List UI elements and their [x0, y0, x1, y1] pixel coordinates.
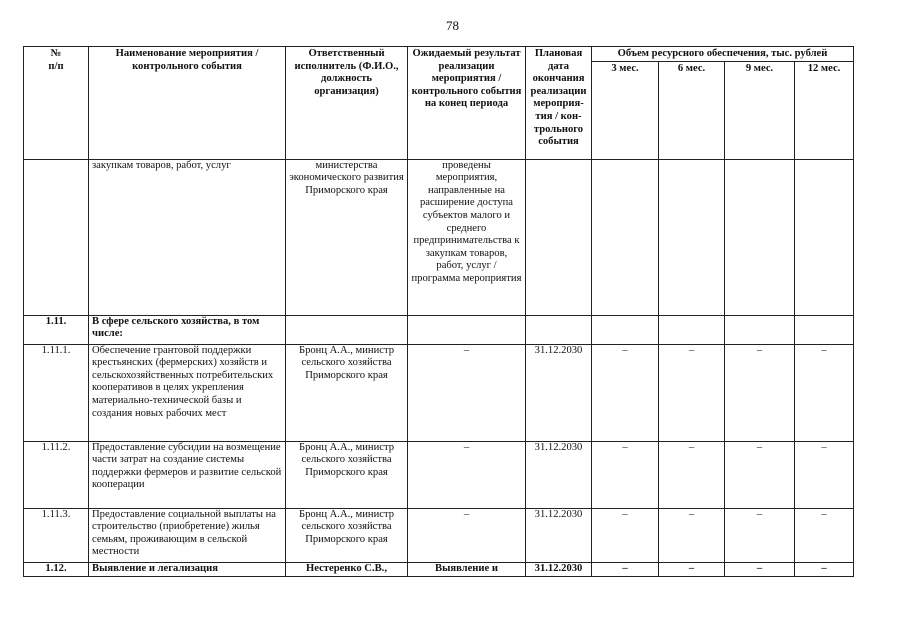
- row-date: [526, 159, 592, 315]
- header-12-months: 12 мес.: [795, 61, 854, 159]
- row-result: –: [408, 508, 526, 562]
- row-result: –: [408, 441, 526, 508]
- row-date: 31.12.2030: [526, 508, 592, 562]
- header-9-months: 9 мес.: [725, 61, 795, 159]
- row-num: 1.11.2.: [24, 441, 89, 508]
- row-m6: –: [659, 344, 725, 441]
- row-result: –: [408, 344, 526, 441]
- row-name: закупкам товаров, работ, услуг: [89, 159, 286, 315]
- row-m12: –: [795, 441, 854, 508]
- row-m3: –: [592, 508, 659, 562]
- row-m6: [659, 159, 725, 315]
- row-m9: [725, 315, 795, 344]
- row-responsible: Бронц А.А., министр сельского хозяйства Приморского края: [286, 344, 408, 441]
- header-date: Плановая дата окончания реализации мероприя-тия / кон-трольного события: [526, 47, 592, 160]
- header-3-months: 3 мес.: [592, 61, 659, 159]
- row-responsible: Нестеренко С.В.,: [286, 562, 408, 576]
- header-name: Наименование мероприятия / контрольного события: [89, 47, 286, 160]
- row-m6: [659, 315, 725, 344]
- row-m3: [592, 159, 659, 315]
- row-num: 1.11.3.: [24, 508, 89, 562]
- row-m9: –: [725, 441, 795, 508]
- row-m9: –: [725, 562, 795, 576]
- row-m9: –: [725, 344, 795, 441]
- row-m3: [592, 315, 659, 344]
- header-resources: Объем ресурсного обеспечения, тыс. рублей: [592, 47, 854, 62]
- row-num: 1.11.1.: [24, 344, 89, 441]
- header-num: № п/п: [24, 47, 89, 160]
- table-row: [24, 508, 854, 562]
- row-responsible: Бронц А.А., министр сельского хозяйства Приморского края: [286, 441, 408, 508]
- row-m9: [725, 159, 795, 315]
- row-name: Предоставление социальной выплаты на строительство (приобретение) жилья семьям, проживающим в сельской местности: [89, 508, 286, 562]
- row-m9: –: [725, 508, 795, 562]
- row-date: [526, 315, 592, 344]
- row-responsible: министерства экономического развития Приморского края: [286, 159, 408, 315]
- row-name: Выявление и легализация: [89, 562, 286, 576]
- row-num: 1.12.: [24, 562, 89, 576]
- row-m6: –: [659, 562, 725, 576]
- row-m3: –: [592, 344, 659, 441]
- row-m12: [795, 159, 854, 315]
- row-m12: –: [795, 344, 854, 441]
- header-result: Ожидаемый результат реализации мероприятия / контрольного события на конец периода: [408, 47, 526, 160]
- row-m3: –: [592, 562, 659, 576]
- row-m12: –: [795, 562, 854, 576]
- table-row: [24, 315, 854, 344]
- row-name: В сфере сельского хозяйства, в том числе:: [89, 315, 286, 344]
- row-m12: [795, 315, 854, 344]
- row-m12: –: [795, 508, 854, 562]
- table-row: [24, 441, 854, 508]
- table-row: [24, 159, 854, 315]
- row-date: 31.12.2030: [526, 441, 592, 508]
- row-name: Предоставление субсидии на возмещение части затрат на создание системы поддержки фермеров и развитие сельской кооперации: [89, 441, 286, 508]
- table-row: [24, 344, 854, 441]
- row-m6: –: [659, 441, 725, 508]
- row-m6: –: [659, 508, 725, 562]
- row-result: проведены мероприятия, направленные на расширение доступа субъектов малого и среднего предпринимательства к закупкам товаров, работ, услуг / программа мероприятия: [408, 159, 526, 315]
- row-responsible: Бронц А.А., министр сельского хозяйства Приморского края: [286, 508, 408, 562]
- row-responsible: [286, 315, 408, 344]
- row-num: [24, 159, 89, 315]
- header-row: [24, 47, 854, 62]
- row-date: 31.12.2030: [526, 344, 592, 441]
- row-m3: –: [592, 441, 659, 508]
- header-responsible: Ответственный исполнитель (Ф.И.О., должность организация): [286, 47, 408, 160]
- page-number: 78: [446, 18, 459, 33]
- row-result: [408, 315, 526, 344]
- row-date: 31.12.2030: [526, 562, 592, 576]
- row-name: Обеспечение грантовой поддержки крестьянских (фермерских) хозяйств и сельскохозяйственных потребительских кооперативов в целях укрепления материально-технической базы и создания новых рабочих мест: [89, 344, 286, 441]
- table-row: [24, 562, 854, 576]
- row-result: Выявление и: [408, 562, 526, 576]
- events-table: [23, 46, 854, 577]
- header-6-months: 6 мес.: [659, 61, 725, 159]
- row-num: 1.11.: [24, 315, 89, 344]
